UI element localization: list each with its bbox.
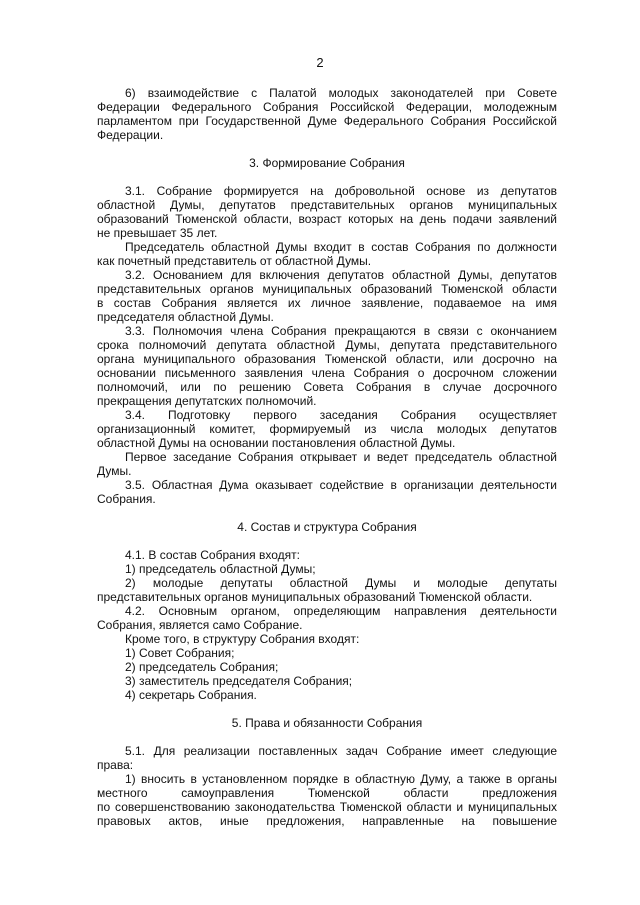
text-line: правовых актов, иные предложения, направленные на повышение: [97, 814, 557, 828]
page-number: 2: [316, 55, 324, 70]
text-line: 3) заместитель председателя Собрания;: [125, 674, 353, 688]
text-line: Федерации.: [97, 128, 164, 142]
text-line: не превышает 35 лет.: [97, 226, 218, 240]
text-line: 4.1. В состав Собрания входят:: [125, 548, 300, 562]
text-line: 1) Совет Собрания;: [125, 646, 235, 660]
text-line: парламентом при Государственной Думе Федерального Собрания Российской: [97, 114, 557, 128]
text-line: 2) председатель Собрания;: [125, 660, 279, 674]
text-line: органа муниципального образования Тюменской области, или досрочно на: [97, 352, 557, 366]
text-line: прекращения депутатских полномочий.: [97, 394, 317, 408]
text-line: в состав Собрания является их личное заявление, подаваемое на имя: [97, 296, 557, 310]
text-line: Думы.: [97, 464, 132, 478]
text-line: 5.1. Для реализации поставленных задач Собрание имеет следующие: [125, 744, 557, 758]
text-line: 3.3. Полномочия члена Собрания прекращаются в связи с окончанием: [125, 324, 557, 338]
text-line: Собрания, является само Собрание.: [97, 618, 303, 632]
text-line: полномочий, или по решению Совета Собрания в случае досрочного: [97, 380, 557, 394]
text-line: срока полномочий депутата областной Думы, депутата представительного: [97, 338, 557, 352]
text-line: 2) молодые депутаты областной Думы и молодые депутаты: [125, 576, 557, 590]
text-line: председателя областной Думы.: [97, 310, 274, 324]
text-line: права:: [97, 758, 134, 772]
text-line: образований Тюменской области, возраст которых на день подачи заявлений: [97, 212, 557, 226]
text-line: представительных органов муниципальных образований Тюменской области: [97, 282, 557, 296]
text-line: 6) взаимодействие с Палатой молодых законодателей при Совете: [125, 86, 557, 100]
text-line: представительных органов муниципальных образований Тюменской области.: [97, 590, 533, 604]
text-line: 3.5. Областная Дума оказывает содействие в организации деятельности: [125, 478, 557, 492]
text-line: 4.2. Основным органом, определяющим направления деятельности: [125, 604, 557, 618]
text-line: по совершенствованию законодательства Тюменской области и муниципальных: [97, 800, 557, 814]
text-line: основании письменного заявления члена Собрания о досрочном сложении: [97, 366, 557, 380]
text-line: 1) председатель областной Думы;: [125, 562, 316, 576]
text-line: Первое заседание Собрания открывает и ведет председатель областной: [125, 450, 557, 464]
section-heading: 3. Формирование Собрания: [249, 156, 405, 170]
text-line: Кроме того, в структуру Собрания входят:: [125, 632, 360, 646]
text-line: как почетный представитель от областной Думы.: [97, 254, 372, 268]
text-line: организационный комитет, формируемый из числа молодых депутатов: [97, 422, 557, 436]
text-line: областной Думы на основании постановления областной Думы.: [97, 436, 456, 450]
text-line: Федерации Федерального Собрания Российской Федерации, молодежным: [97, 100, 557, 114]
text-line: Председатель областной Думы входит в состав Собрания по должности: [125, 240, 557, 254]
text-line: 3.4. Подготовку первого заседания Собрания осуществляет: [125, 408, 557, 422]
text-line: областной Думы, депутатов представительных органов муниципальных: [97, 198, 557, 212]
section-heading: 5. Права и обязанности Собрания: [231, 716, 423, 730]
text-line: Собрания.: [97, 492, 156, 506]
text-line: 3.1. Собрание формируется на добровольной основе из депутатов: [125, 184, 557, 198]
text-line: местного самоуправления Тюменской области предложения: [97, 786, 557, 800]
text-line: 4) секретарь Собрания.: [125, 688, 257, 702]
text-line: 1) вносить в установленном порядке в областную Думу, а также в органы: [125, 772, 557, 786]
section-heading: 4. Состав и структура Собрания: [237, 520, 417, 534]
text-line: 3.2. Основанием для включения депутатов областной Думы, депутатов: [125, 268, 557, 282]
